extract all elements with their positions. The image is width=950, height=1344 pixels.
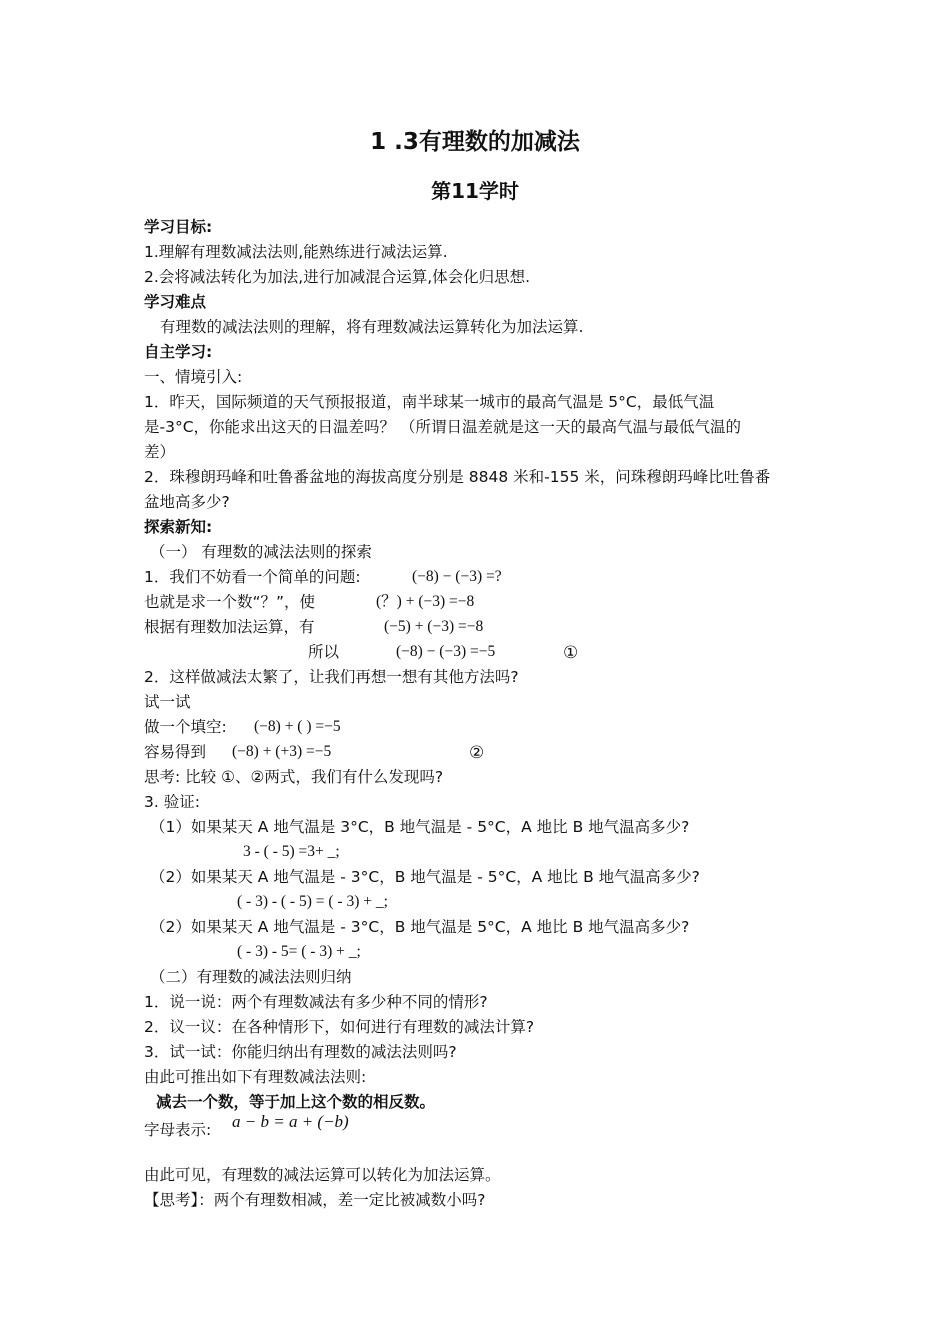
question-2-line: 盆地高多少?: [144, 493, 230, 511]
derive-line: 由此可推出如下有理数减法法则:: [144, 1068, 367, 1086]
question-2-line: 2．珠穆朗玛峰和吐鲁番盆地的海拔高度分别是 8848 米和-155 米，问珠穆朗玛峰比吐鲁番: [144, 468, 771, 486]
verify-question-2: （2）如果某天 A 地气温是 - 3°C，B 地气温是 - 5°C，A 地比 B 地气温高多少?: [150, 868, 700, 886]
explore-line-4: 所以: [308, 643, 340, 661]
page-subtitle: 第11学时: [431, 179, 519, 203]
subtraction-rule: 减去一个数，等于加上这个数的相反数。: [156, 1093, 436, 1111]
rule-formula: a − b = a + (−b): [232, 1112, 349, 1131]
part-1-title: （一） 有理数的减法法则的探索: [150, 543, 372, 561]
equation-marker-2: ②: [469, 743, 485, 763]
fill-in-label: 做一个填空:: [144, 718, 227, 736]
difficulty-heading: 学习难点: [144, 293, 207, 311]
easy-label: 容易得到: [144, 743, 207, 761]
try-label: 试一试: [144, 693, 191, 711]
conclusion-line: 由此可见，有理数的减法运算可以转化为加法运算。: [144, 1166, 501, 1184]
objective-item: 2.会将减法转化为加法,进行加减混合运算,体会化归思想.: [144, 268, 531, 286]
part-2-title: （二）有理数的减法法则归纳: [150, 968, 352, 986]
question-1-line: 1．昨天，国际频道的天气预报报道，南半球某一城市的最高气温是 5°C，最低气温: [144, 393, 715, 411]
think-line: 思考: 比较 ①、②两式，我们有什么发现吗?: [144, 768, 444, 786]
reflect-line: 【思考】：两个有理数相减，差一定比被减数小吗?: [144, 1191, 486, 1209]
fill-in-expression: (−8) + ( ) =−5: [254, 718, 341, 735]
expression-4: (−8) − (−3) =−5: [396, 643, 496, 660]
explore-heading: 探索新知:: [144, 518, 213, 536]
explore-line-3: 根据有理数加法运算，有: [144, 618, 315, 636]
summary-item-2: 2．议一议：在各种情形下，如何进行有理数的减法计算?: [144, 1018, 535, 1036]
explore-line-1: 1．我们不妨看一个简单的问题:: [144, 568, 361, 586]
verify-question-1: （1）如果某天 A 地气温是 3°C，B 地气温是 - 5°C，A 地比 B 地气温高多少?: [150, 818, 690, 836]
summary-item-3: 3．试一试：你能归纳出有理数的减法法则吗?: [144, 1043, 457, 1061]
verify-answer-3: ( - 3) - 5= ( - 3) + _;: [237, 943, 361, 960]
expression-3: (−5) + (−3) =−8: [384, 618, 484, 635]
question-1-line: 是-3°C，你能求出这天的日温差吗？ （所谓日温差就是这一天的最高气温与最低气温的: [144, 418, 741, 436]
explore-line-2: 也就是求一个数“？”，使: [144, 593, 316, 611]
page-title: 1 .3有理数的加减法: [370, 129, 580, 155]
expression-1: (−8) − (−3) =?: [412, 568, 502, 585]
summary-item-1: 1．说一说：两个有理数减法有多少种不同的情形?: [144, 993, 488, 1011]
objective-item: 1.理解有理数减法法则,能熟练进行减法运算.: [144, 243, 448, 261]
question-1-line: 差）: [144, 443, 176, 461]
explore-line-5: 2．这样做减法太繁了，让我们再想一想有其他方法吗?: [144, 668, 519, 686]
verify-title: 3. 验证:: [144, 793, 200, 811]
letters-label: 字母表示:: [144, 1121, 212, 1139]
easy-expression: (−8) + (+3) =−5: [232, 743, 332, 760]
verify-answer-1: 3 - ( - 5) =3+ _;: [243, 843, 340, 860]
verify-question-3: （2）如果某天 A 地气温是 - 3°C，B 地气温是 5°C，A 地比 B 地气温高多少?: [150, 918, 690, 936]
objectives-heading: 学习目标:: [144, 218, 213, 236]
equation-marker-1: ①: [563, 643, 579, 663]
difficulty-text: 有理数的减法法则的理解，将有理数减法运算转化为加法运算.: [160, 318, 584, 336]
intro-heading: 一、情境引入:: [144, 368, 243, 386]
verify-answer-2: ( - 3) - ( - 5) = ( - 3) + _;: [237, 893, 388, 910]
self-study-heading: 自主学习:: [144, 343, 213, 361]
expression-2: (？) + (−3) =−8: [376, 593, 475, 610]
